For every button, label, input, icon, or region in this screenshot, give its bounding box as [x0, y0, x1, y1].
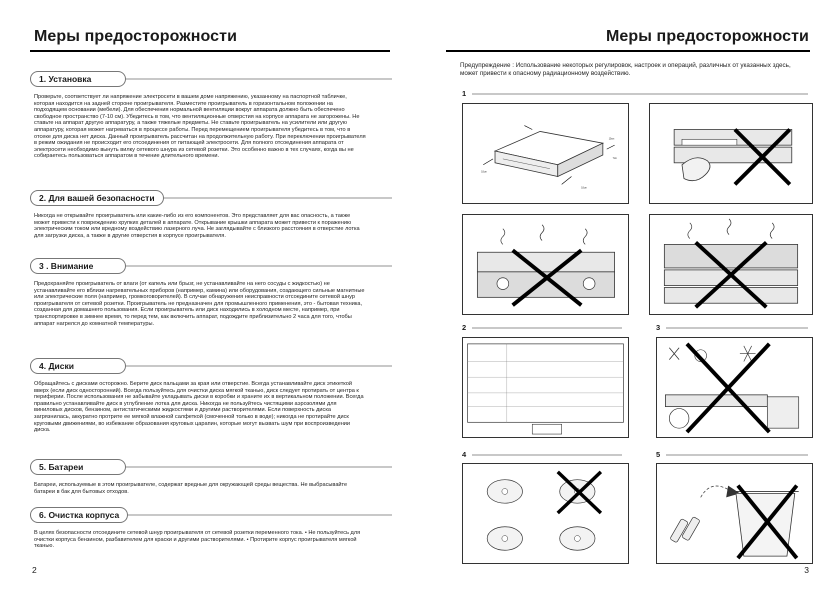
- section-discs: [30, 358, 392, 434]
- clearance-label: 7cm: [612, 157, 617, 160]
- section-text: Батареи, используемые в этом проигрывателе, содержат вредные для окружающей среды вещества. Не выбрасывайте батареи в бак для бытовых отходов.: [34, 482, 348, 495]
- figure-3-handle-with-care: [656, 337, 813, 438]
- figure-1-no-heat-below: [462, 214, 629, 315]
- section-heading: 2. Для вашей безопасности: [30, 190, 164, 206]
- page-number: 2: [32, 565, 37, 575]
- section-heading: 5. Батареи: [30, 459, 126, 475]
- section-cleaning: [30, 507, 392, 550]
- clearance-label: 10cm: [481, 171, 487, 174]
- section-text: Предохраняйте проигрыватель от влаги (от капель или брызг, не устанавливайте на него сосуды с жидкостью) не устанавливайте его вблизи нагревательных приборов (например, камина) или оборудования, создающего сильные магнитные или электрические поля (например, громкоговорителей). В случае обнаружения неисправности отсоедините сетевой шнур проигрывателя от сетевой розетки. Проигрыватель не предназначен для промышленного применения, это - бытовая техника, созданная для домашнего пользования. Если проигрыватель или диск находились в холодном месте, например, при транспортировке в зимнее время, то перед тем, как включить аппарат, подождите приблизительно 2 часа для того, чтобы аппарат нагрелся до комнатной температуры.: [34, 281, 365, 327]
- figure-1-no-heat-above: [649, 214, 813, 315]
- section-text: Никогда не открывайте проигрыватель или какие-либо из его компонентов. Это представляет для вас опасность, а также может привести к повреждению хрупких деталей в аппарате. Открывание крышки аппарата может привести к поражению электрическим током или вредному воздействию лазерного луча. Не заглядывайте с близкого расстояния в отверстие лотка для загрузки диска, а также в другие отверстия в корпусе проигрывателя.: [34, 213, 360, 239]
- left-title-rule: [30, 50, 390, 52]
- radiation-warning: Предупреждение : Использование некоторых регулировок, настроек и операций, различных от указанных здесь, может привести к опасному радиационному воздействию.: [460, 62, 791, 77]
- left-page: [0, 0, 419, 595]
- figure-number: 2: [462, 323, 467, 332]
- figure-5-battery-disposal: [656, 463, 813, 564]
- section-heading: 4. Диски: [30, 358, 126, 374]
- section-text: Обращайтесь с дисками осторожно. Берите диск пальцами за края или отверстие. Всегда устанавливайте диск этикеткой вверх (если диск односторонний). Всегда пользуйтесь для очистки диска мягкой тканью, диск следует протирать от центра к периферии. После использования не забывайте укладывать диски в коробки и храните их в вертикальном положении. Всегда правильно устанавливайте диск в углубление лотка для диска. Никогда не пользуйтесь чистящими аэрозолями для виниловых дисков, бензином, антистатическими жидкостями и другими растворителями. Если поверхность диска загрязнилась, аккуратно протрите ее мягкой влажной салфеткой (смоченной только в воде); никогда не протирайте диск круговыми движениями, во избежание образования круговых царапин, которые могут вызвать шум при воспроизведении диска.: [34, 381, 364, 434]
- player-clearance-illustration: [463, 104, 628, 203]
- section-attention: [30, 258, 392, 327]
- section-heading: 3 . Внимание: [30, 258, 126, 274]
- section-heading: 1. Установка: [30, 71, 126, 87]
- figure-number: 4: [462, 450, 467, 459]
- section-text: Проверьте, соответствует ли напряжение электросети в вашем доме напряжению, указанному на паспортной табличке, которая находится на задней стороне проигрывателя. Разместите проигрыватель в горизонтальном положении на подходящем основании (мебели). Для обеспечения нормальной вентиляции вокруг аппарата должно быть обеспечено свободное пространство (7-10 см). Убедитесь в том, что вентиляционные отверстия на корпусе аппарата не загорожены. Не ставьте на аппарат другую аппаратуру, а также тяжелые предметы. Не ставьте проигрыватель на усилители или другую аппаратуру, которая может нагреваться в процессе работы. Перед перемещением проигрывателя убедитесь в том, что в отсеке для диска нет диска. Данный проигрыватель рассчитан на продолжительную работу. При переключении проигрывателя в режим ожидания не происходит его отсоединения от питающей электросети. Для полного отсоединения аппарата от электросети необходимо вынуть вилку сетевого шнура из сетевой розетки. Это особенно важно в тех случаях, когда вы не собираетесь пользоваться аппаратом в течение длительного времени.: [34, 94, 366, 160]
- figure-1-ventilation-clearance: [462, 103, 629, 204]
- page-number: 3: [804, 565, 809, 575]
- section-heading: 6. Очистка корпуса: [30, 507, 128, 523]
- figure-1-no-hand-in-tray: [649, 103, 813, 204]
- section-installation: [30, 71, 392, 160]
- figure-number: 5: [656, 450, 661, 459]
- section-batteries: [30, 459, 392, 495]
- right-title-rule: [446, 50, 810, 52]
- figure-2-laser-warning-label: [462, 337, 629, 438]
- figure-4-disc-handling: [462, 463, 629, 564]
- figure-number: 1: [462, 89, 467, 98]
- section-text: В целях безопасности отсоедините сетевой шнур проигрывателя от сетевой розетки переменного тока. • Не пользуйтесь для очистки корпуса бензином, разбавителем для краски и другими растворителями. • Протирите корпус проигрывателя мягкой тканью.: [34, 530, 361, 550]
- figure-number: 3: [656, 323, 661, 332]
- clearance-label: 10cm: [608, 138, 615, 141]
- section-safety: [30, 190, 392, 239]
- right-page-title: Меры предосторожности: [605, 28, 809, 45]
- right-page: [420, 0, 839, 595]
- left-page-title: Меры предосторожности: [34, 28, 238, 45]
- clearance-label: 10cm: [581, 187, 587, 190]
